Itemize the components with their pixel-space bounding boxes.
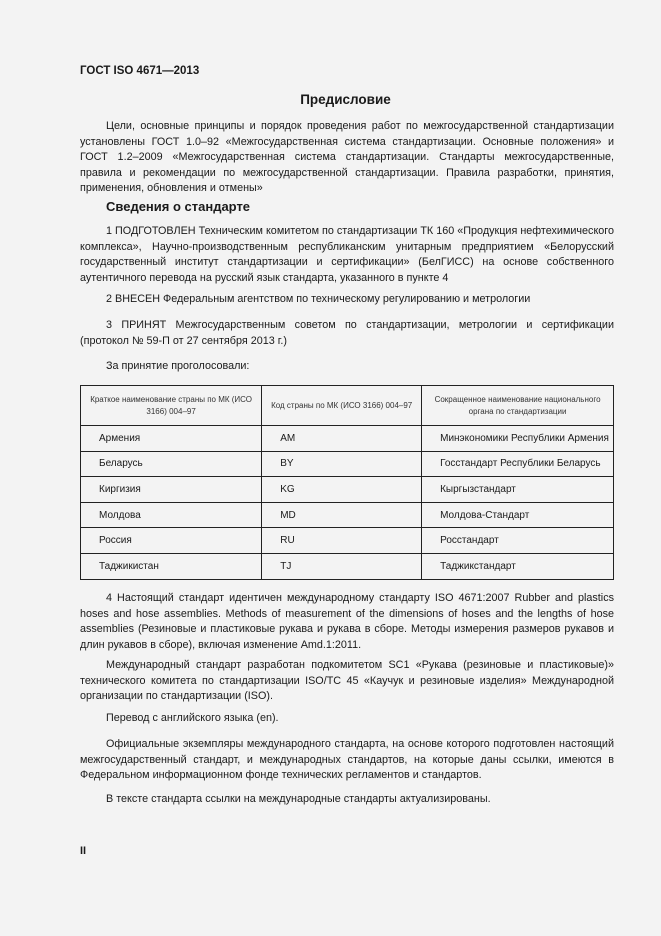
item-1-paragraph <box>80 224 614 286</box>
item-1-text: 1 ПОДГОТОВЛЕН Техническим комитетом по стандартизации ТК 160 «Продукция нефтехимического комплекса», Научно-производственным республиканским унитарным предприятием «Белорусский государственный институт стандартизации и сертификации» (БелГИСС) на основе собственного аутентичного перевода на русский язык стандарта, указанного в пункте 4 <box>80 225 614 284</box>
intro-paragraph <box>80 119 614 197</box>
intro-text: Цели, основные принципы и порядок проведения работ по межгосударственной стандартизации установлены ГОСТ 1.0–92 «Межгосударственная система стандартизации. Основные положения» и ГОСТ 1.2–2009 «Межгосударственная система стандартизации. Стандарты межгосударственные, правила и рекомендации по межгосударственной стандартизации. Правила разработки, принятия, применения, обновления и отмены» <box>80 120 614 195</box>
item-2-text: 2 ВНЕСЕН Федеральным агентством по техническому регулированию и метрологии <box>106 293 531 305</box>
country-name-cell: Молдова <box>81 502 262 528</box>
country-code-cell: MD <box>262 502 422 528</box>
standards-body-cell: Таджикстандарт <box>422 553 614 579</box>
country-code-cell: BY <box>262 451 422 477</box>
item-2-paragraph <box>80 292 614 308</box>
page-number: II <box>80 845 87 857</box>
header-standards-body: Сокращенное наименование национального органа по стандартизации <box>422 386 614 426</box>
country-name-cell: Россия <box>81 528 262 554</box>
references-paragraph <box>80 792 614 808</box>
item-4-text: 4 Настоящий стандарт идентичен международному стандарту ISO 4671:2007 Rubber and plastics hoses and hose assemblies. Methods of measurement of the dimensions of hoses and the lengths of hose assemblies (Резиновые и пластиковые рукава и рукава в сборе. Методы измерения размеров рукавов и длин рукавов в сборе), включая изменение Amd.1:2011. <box>80 592 614 651</box>
section-subtitle: Сведения о стандарте <box>106 199 251 214</box>
table-row <box>81 477 614 503</box>
country-name-cell: Армения <box>81 426 262 452</box>
translation-paragraph <box>80 711 614 727</box>
voted-label: За принятие проголосовали: <box>106 360 250 372</box>
standards-body-cell: Росстандарт <box>422 528 614 554</box>
country-code-cell: KG <box>262 477 422 503</box>
standards-body-cell: Молдова-Стандарт <box>422 502 614 528</box>
sc1-text: Международный стандарт разработан подкомитетом SC1 «Рукава (резиновые и пластиковые)» технического комитета по стандартизации ISO/TC 45 «Каучук и резиновые изделия» Международной организации по стандартизации (ISO). <box>80 659 614 703</box>
country-name-cell: Таджикистан <box>81 553 262 579</box>
standards-body-cell: Госстандарт Республики Беларусь <box>422 451 614 477</box>
item-3-text: 3 ПРИНЯТ Межгосударственным советом по стандартизации, метрологии и сертификации (протокол № 59-П от 27 сентября 2013 г.) <box>80 319 614 347</box>
item-3-paragraph <box>80 318 614 349</box>
country-code-cell: AM <box>262 426 422 452</box>
official-copies-text: Официальные экземпляры международного стандарта, на основе которого подготовлен настоящий межгосударственный стандарт, и международных стандартов, на которые даны ссылки, имеются в Федеральном информационном фонде технических регламентов и стандартов. <box>80 738 614 782</box>
document-header: ГОСТ ISO 4671—2013 <box>80 65 200 77</box>
header-country-code: Код страны по МК (ИСО 3166) 004–97 <box>262 386 422 426</box>
header-country-name: Краткое наименование страны по МК (ИСО 3166) 004–97 <box>81 386 262 426</box>
official-copies-paragraph <box>80 737 614 784</box>
sc1-paragraph <box>80 658 614 705</box>
table-row <box>81 553 614 579</box>
page-title: Предисловие <box>300 92 391 107</box>
country-code-cell: TJ <box>262 553 422 579</box>
translation-text: Перевод с английского языка (en). <box>106 712 279 724</box>
table-row <box>81 502 614 528</box>
table-row <box>81 528 614 554</box>
item-4-paragraph <box>80 591 614 653</box>
standards-body-cell: Кыргызстандарт <box>422 477 614 503</box>
table-row <box>81 426 614 452</box>
table-header-row <box>81 386 614 426</box>
table-row <box>81 451 614 477</box>
standards-body-cell: Минэкономики Республики Армения <box>422 426 614 452</box>
voted-label-paragraph <box>80 359 614 375</box>
country-name-cell: Киргизия <box>81 477 262 503</box>
references-text: В тексте стандарта ссылки на международные стандарты актуализированы. <box>106 793 491 805</box>
country-name-cell: Беларусь <box>81 451 262 477</box>
voting-table <box>80 385 614 580</box>
country-code-cell: RU <box>262 528 422 554</box>
